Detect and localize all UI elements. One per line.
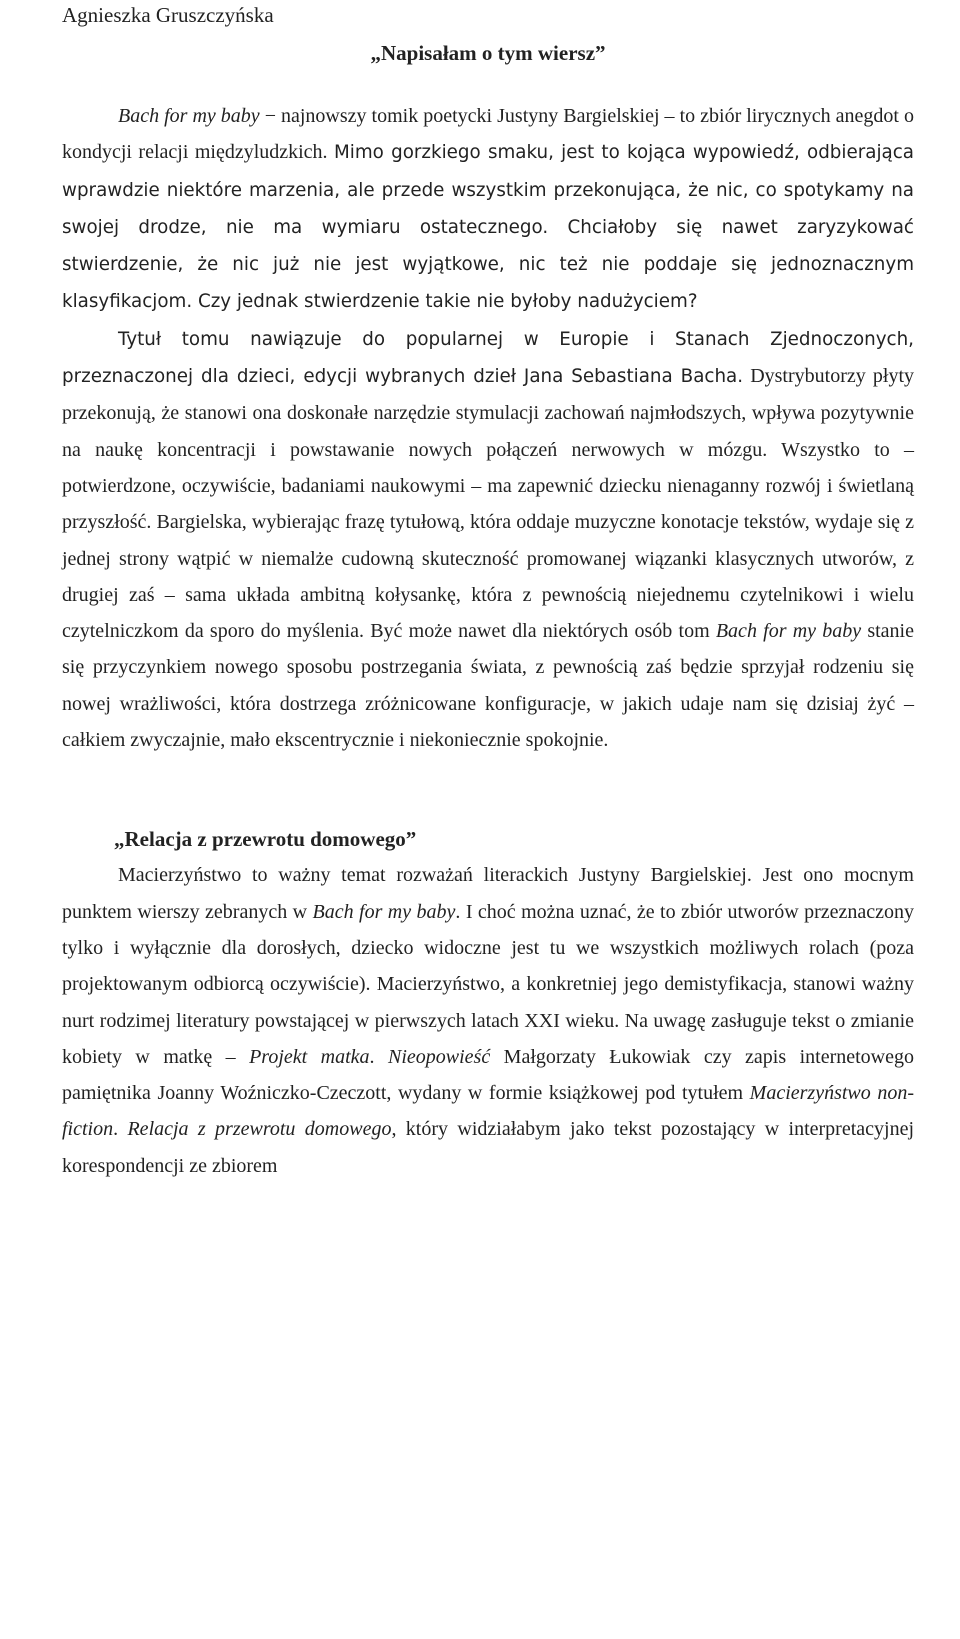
section-heading: „Relacja z przewrotu domowego” xyxy=(114,827,417,852)
intro-text: najnowszy tomik poetycki Justyny Bargielskiej – to zbiór lirycznych anegdot o kondycji relacji międzyludzkich. xyxy=(62,105,914,164)
intro-paragraph xyxy=(62,98,914,321)
cited-title-italic: Projekt matka xyxy=(249,1045,370,1068)
cited-title-italic: Macierzyństwo non-fiction xyxy=(62,1082,914,1141)
book-title-italic: Bach for my baby xyxy=(715,620,862,643)
intro-text-sans: Mimo gorzkiego smaku, jest to kojąca wypowiedź, odbierająca wprawdzie niektóre marzenia, ale przede wszystkim przekonująca, że nic, co spotykamy na swojej drodze, nie ma wymiaru ostatecznego. Chciałoby się nawet zaryzykować stwierdzenie, że nic już nie jest wyjątkowe, nic też nie poddaje się jednoznacznym klasyfikacjom. Czy jednak stwierdzenie takie nie byłoby nadużyciem? xyxy=(62,142,914,313)
author-name: Agnieszka Gruszczyńska xyxy=(62,3,274,27)
cited-title-italic: Relacja z przewrotu domowego xyxy=(127,1118,392,1141)
cited-title-italic: Nieopowieść xyxy=(388,1045,491,1068)
paragraph-text: Dystrybutorzy płyty przekonują, że stanowi ona doskonałe narzędzie stymulacji zachowań najmłodszych, wpływa pozytywnie na naukę koncentracji i powstawanie nowych połączeń nerwowych w mózgu. Wszystko to – potwierdzone, oczywiście, badaniami naukowymi – ma zapewnić dziecku nienaganny rozwój i świetlaną przyszłość. Bargielska, wybierając frazę tytułową, która oddaje muzyczne konotacje tekstów, wydaje się z jednej strony wątpić w niemalże cudowną skuteczność promowanej wiązanki klasycznych utworów, z drugiej zaś – sama układa ambitną kołysankę, która z pewnością niejednemu czytelnikowi i wielu czytelniczkom da sporo do myślenia. Być może nawet dla niektórych osób tom xyxy=(62,365,915,643)
section-paragraph xyxy=(62,857,914,1184)
paragraph-text-sans: Tytuł tomu nawiązuje do popularnej w Europie i Stanach Zjednoczonych, przeznaczonej dla dzieci, edycji wybranych dzieł Jana Sebastiana Bacha. xyxy=(62,328,914,388)
dash: − xyxy=(259,105,281,127)
book-title-italic: Bach for my baby xyxy=(312,900,456,923)
paragraph-text: . xyxy=(369,1045,388,1068)
paragraph-text: . xyxy=(113,1118,128,1141)
paragraph-text: . I choć można uznać, że to zbiór utworów przeznaczony tylko i wyłącznie dla dorosłych, dziecko widoczne jest tu we wszystkich możliwych rolach (poza projektowanym odbiorcą oczywiście). Macierzyństwo, a konkretniej jego demistyfikacja, stanowi ważny nurt rodzimej literatury powstającej w pierwszych latach XXI wieku. Na uwagę zasługuje tekst o zmianie kobiety w matkę – xyxy=(62,900,914,1068)
book-title-italic: Bach for my baby xyxy=(118,105,260,127)
body-paragraph-2 xyxy=(62,321,914,759)
paragraph-text: Macierzyństwo to ważny temat rozważań literackich Justyny Bargielskiej. Jest ono mocnym punktem wierszy zebranych w xyxy=(62,864,914,923)
paragraph-text: Małgorzaty Łukowiak czy zapis internetowego pamiętnika Joanny Woźniczko-Czeczott, wydany w formie książkowej pod tytułem xyxy=(62,1045,914,1105)
paragraph-text: stanie się przyczynkiem nowego sposobu postrzegania świata, z pewnością zaś będzie sprzyjał rodzeniu się nowej wrażliwości, która dostrzega zróżnicowane konfiguracje, w jakich udaje nam się dzisiaj żyć – całkiem zwyczajnie, mało ekscentrycznie i niekoniecznie spokojnie. xyxy=(62,620,914,752)
article-title: „Napisałam o tym wiersz” xyxy=(370,41,606,65)
paragraph-text: , który widziałabym jako tekst pozostający w interpretacyjnej korespondencji ze zbiorem xyxy=(62,1118,914,1177)
